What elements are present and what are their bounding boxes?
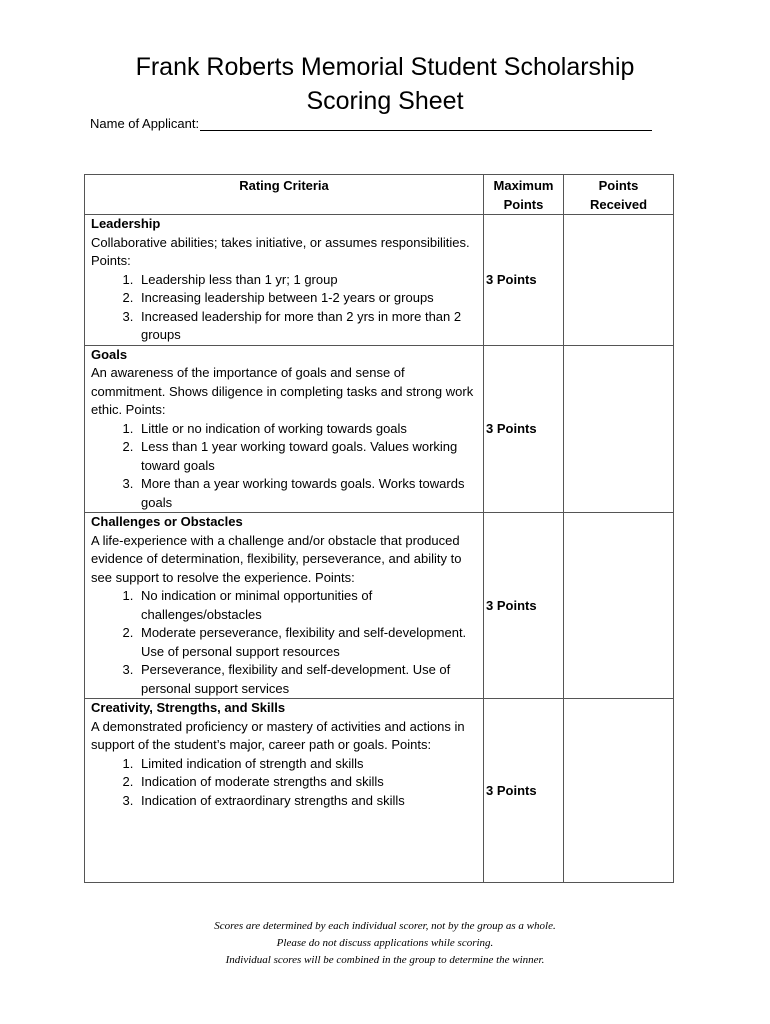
criteria-description: A life-experience with a challenge and/or obstacle that produced evidence of determination, flexibility, perseverance, and ability to see support to resolve the experience. Points: (91, 532, 462, 585)
applicant-name-field (90, 116, 652, 131)
points-received-cell[interactable] (564, 513, 674, 699)
table-row (85, 215, 674, 346)
criteria-description: An awareness of the importance of goals and sense of commitment. Shows diligence in completing tasks and strong work ethic. Points: (91, 365, 474, 417)
page-title (0, 50, 770, 118)
list-item: 2. Less than 1 year working toward goals. Values working toward goals (137, 438, 479, 475)
list-item: 3. More than a year working towards goals. Works towards goals (137, 475, 479, 512)
applicant-label: Name of Applicant: (90, 116, 200, 131)
footer-note-1: Scores are determined by each individual scorer, not by the group as a whole. (214, 920, 556, 932)
header-received-line-1: Points (598, 178, 639, 193)
criteria-cell (85, 345, 484, 513)
list-item: 1. No indication or minimal opportunities of challenges/obstacles (137, 587, 479, 624)
criteria-list (91, 271, 479, 345)
points-received-cell[interactable] (564, 345, 674, 513)
list-item: 2. Moderate perseverance, flexibility and self-development. Use of personal support resources (137, 624, 479, 661)
list-item: 1. Leadership less than 1 yr; 1 group (137, 271, 479, 290)
criteria-description: Collaborative abilities; takes initiative, or assumes responsibilities. Points: (91, 234, 470, 268)
max-points-cell: 3 Points (484, 345, 564, 513)
list-item: 2. Increasing leadership between 1-2 years or groups (137, 289, 479, 308)
max-points-cell: 3 Points (484, 215, 564, 346)
header-max-line-1: Maximum (493, 178, 554, 193)
title-line-1: Frank Roberts Memorial Student Scholarship (135, 53, 635, 81)
list-item: 3. Indication of extraordinary strengths and skills (137, 792, 479, 811)
criteria-cell (85, 215, 484, 346)
header-received-line-2: Received (589, 197, 648, 212)
footer-notes (0, 918, 770, 969)
criteria-cell (85, 513, 484, 699)
criteria-list (91, 587, 479, 698)
scoring-table (84, 174, 674, 883)
criteria-description: A demonstrated proficiency or mastery of activities and actions in support of the student’s major, career path or goals. Points: (91, 718, 465, 752)
criteria-name: Challenges or Obstacles (91, 514, 243, 529)
footer-note-2: Please do not discuss applications while scoring. (276, 937, 494, 949)
criteria-list (91, 755, 479, 811)
points-received-cell[interactable] (564, 215, 674, 346)
title-line-2: Scoring Sheet (306, 87, 464, 115)
max-points-cell: 3 Points (484, 513, 564, 699)
table-row (85, 345, 674, 513)
max-points-cell: 3 Points (484, 699, 564, 883)
header-points-received (564, 175, 674, 215)
list-item: 3. Increased leadership for more than 2 yrs in more than 2 groups (137, 308, 479, 345)
criteria-list (91, 420, 479, 513)
header-maximum-points (484, 175, 564, 215)
list-item: 1. Little or no indication of working towards goals (137, 420, 479, 439)
criteria-cell (85, 699, 484, 883)
footer-note-3: Individual scores will be combined in the group to determine the winner. (225, 954, 545, 966)
list-item: 3. Perseverance, flexibility and self-development. Use of personal support services (137, 661, 479, 698)
header-rating-criteria: Rating Criteria (85, 175, 484, 215)
list-item: 1. Limited indication of strength and skills (137, 755, 479, 774)
list-item: 2. Indication of moderate strengths and skills (137, 773, 479, 792)
criteria-name: Goals (91, 346, 128, 362)
points-received-cell[interactable] (564, 699, 674, 883)
criteria-name: Leadership (91, 216, 161, 231)
header-row (85, 175, 674, 215)
header-max-line-2: Points (503, 197, 544, 212)
table-row (85, 699, 674, 883)
applicant-name-line[interactable] (200, 116, 652, 131)
criteria-name: Creativity, Strengths, and Skills (91, 700, 286, 715)
table-row (85, 513, 674, 699)
